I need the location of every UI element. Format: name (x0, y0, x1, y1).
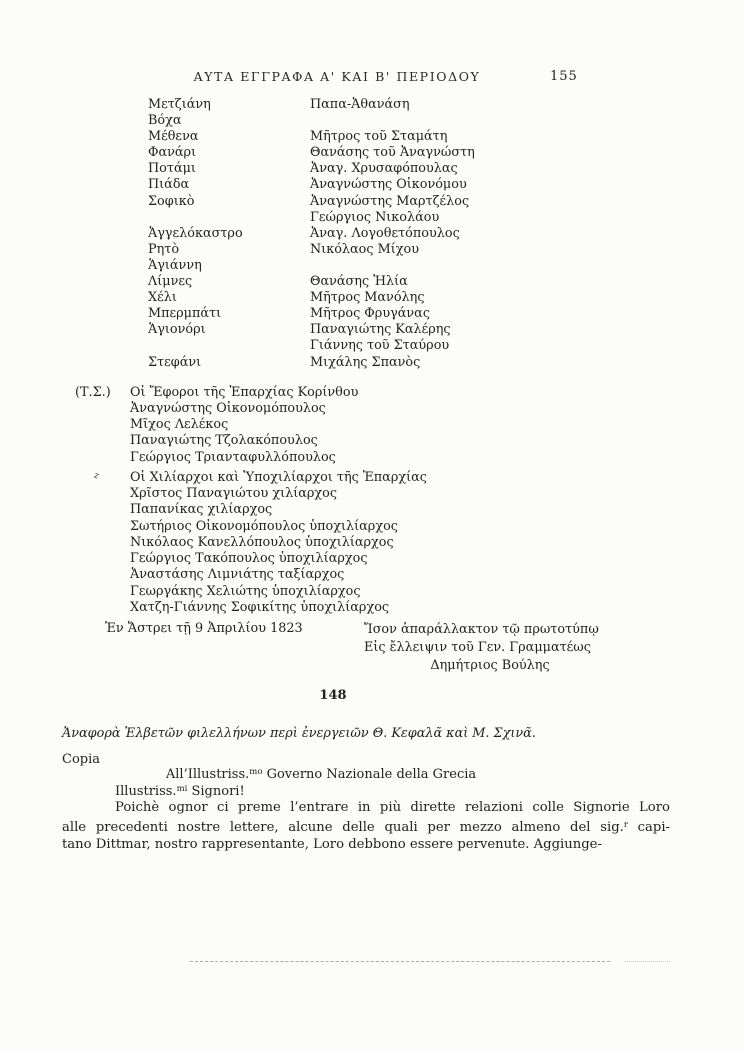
certification-line: Εἰς ἔλλειψιν τοῦ Γεν. Γραμματέως (364, 640, 591, 655)
roster-row (148, 338, 568, 354)
roster-row (148, 161, 568, 177)
chiliarch-name: Ἀναστάσης Λιμνιάτης ταξίαρχος (130, 567, 345, 583)
roster-row (148, 258, 568, 274)
place-name: Ἁγιονόρι (148, 322, 206, 338)
body-line2-post: capi- (627, 819, 670, 835)
roster-row (148, 97, 568, 113)
roster-row (148, 306, 568, 322)
person-name (310, 258, 568, 274)
person-name: Θανάσης τοῦ Ἀναγνώστη (310, 145, 475, 161)
roster-row (148, 290, 568, 306)
person-name: Ἀναγνώστης Οἰκονόμου (310, 177, 467, 193)
chiliarch-name: Χατζη-Γιάννης Σοφικίτης ὑποχιλίαρχος (130, 600, 390, 616)
roster-row (148, 274, 568, 290)
page-number: 155 (550, 69, 578, 84)
scan-artifact-line (190, 961, 610, 962)
body-line2-superscript: r (623, 819, 628, 830)
address-post: Governo Nazionale della Grecia (262, 767, 477, 782)
person-name: Γεώργιος Νικολάου (310, 209, 440, 225)
ephor-name: Γεώργιος Τριανταφυλλόπουλος (130, 449, 336, 465)
place-name: Πιάδα (148, 177, 190, 193)
person-name: Μῆτρος Μανόλης (310, 290, 425, 306)
roster-row (148, 194, 568, 210)
roster-row (148, 113, 568, 129)
greeting-line (115, 784, 245, 799)
certification-line: Ἴσον ἀπαράλλακτον τῷ πρωτοτύπῳ (364, 622, 599, 637)
body-line (62, 817, 670, 837)
place-name: Φανάρι (148, 145, 197, 161)
ephors-heading: Οἱ Ἔφοροι τῆς Ἐπαρχίας Κορίνθου (130, 385, 359, 400)
roster-row (148, 355, 568, 371)
place-name (148, 338, 310, 354)
person-name: Μῆτρος τοῦ Σταμάτη (310, 129, 448, 145)
chiliarch-name: Χρῖστος Παναγιώτου χιλίαρχος (130, 486, 338, 501)
person-name: Μιχάλης Σπανὸς (310, 354, 421, 370)
person-name: Παπα-Ἀθανάση (310, 97, 410, 112)
chiliarch-name: Νικόλαος Κανελλόπουλος ὑποχιλίαρχος (130, 534, 394, 550)
document-summary: Ἀναφορὰ Ἑλβετῶν φιλελλήνων περὶ ἐνεργειῶν Θ. Κεφαλᾶ καὶ Μ. Σχινᾶ. (62, 726, 536, 741)
person-name: Θανάσης Ἠλία (310, 274, 408, 290)
place-name: Μετζιάνη (148, 97, 211, 112)
body-line: Poichè ognor ci preme l’entrare in più dirette relazioni colle Signorie Loro (115, 800, 670, 815)
person-name: Ἀναγ. Λογοθετόπουλος (310, 225, 460, 241)
place-name: Βόχα (148, 113, 182, 129)
person-name: Παναγιώτης Καλέρης (310, 322, 451, 338)
place-name (148, 210, 310, 226)
person-name: Νικόλαος Μίχου (310, 241, 419, 257)
copia-label: Copia (62, 752, 101, 767)
chiliarch-name: Παπανίκας χιλίαρχος (130, 502, 273, 518)
body-line2-pre: alle precedenti nostre lettere, alcune delle quali per mezzo almeno del sig. (62, 819, 624, 835)
ephors-name-list (130, 401, 336, 466)
ephor-name: Παναγιώτης Τζολακόπουλος (130, 433, 318, 449)
place-name: Λίμνες (148, 274, 193, 290)
person-name: Μῆτρος Φρυγάνας (310, 306, 430, 322)
place-name: Ἀγγελόκαστρο (148, 225, 243, 241)
place-name: Σοφικὸ (148, 193, 195, 209)
signatories-roster (148, 97, 568, 371)
certifier-name: Δημήτριος Βούλης (430, 658, 550, 673)
chiliarch-name: Γεωργάκης Χελιώτης ὑποχιλίαρχος (130, 583, 361, 599)
place-name: Ρητὸ (148, 241, 180, 257)
roster-row (148, 322, 568, 338)
ephor-name: Ἀναγνώστης Οἰκονομόπουλος (130, 401, 326, 416)
address-line (0, 767, 642, 782)
seal-abbreviation: (Τ.Σ.) (75, 385, 111, 400)
running-header-title: ΑΥΤΑ ΕΓΓΡΑΦΑ Α' ΚΑΙ Β' ΠΕΡΙΟΔΟΥ (193, 69, 481, 84)
place-name: Μπερμπάτι (148, 306, 222, 322)
place-name: Χέλι (148, 290, 177, 306)
ephor-name: Μῖχος Λελέκος (130, 417, 229, 433)
scan-artifact-dots (625, 961, 670, 962)
dateline-place-date: Ἐν Ἄστρει τῇ 9 Ἀπριλίου 1823 (105, 621, 303, 636)
chiliarch-name: Σωτήριος Οἰκονομόπουλος ὑποχιλίαρχος (130, 518, 398, 534)
person-name: Ἀναγνώστης Μαρτζέλος (310, 193, 470, 209)
chiliarchs-name-list (130, 486, 398, 616)
place-name: Στεφάνι (148, 354, 202, 370)
chiliarch-name: Γεώργιος Τακόπουλος ὑποχιλίαρχος (130, 551, 368, 567)
roster-row (148, 145, 568, 161)
place-name: Μέθενα (148, 129, 199, 145)
person-name (310, 113, 568, 129)
body-line: tano Dittmar, nostro rappresentante, Loro debbono essere pervenute. Aggiunge- (62, 836, 602, 852)
chiliarchs-heading: Οἱ Χιλίαρχοι καὶ Ὑποχιλίαρχοι τῆς Ἐπαρχίας (130, 470, 427, 485)
document-number: 148 (319, 688, 347, 703)
greeting-post: Signori! (187, 784, 245, 799)
letter-body (62, 800, 670, 853)
roster-row (148, 226, 568, 242)
roster-row (148, 129, 568, 145)
roster-row (148, 210, 568, 226)
address-superscript: mo (249, 767, 263, 777)
person-name: Ἀναγ. Χρυσαφόπουλας (310, 161, 458, 177)
certification-block (364, 621, 616, 675)
roster-row (148, 177, 568, 193)
greeting-pre: Illustriss. (115, 784, 177, 799)
place-name: Ποτάμι (148, 161, 196, 177)
greeting-superscript: mi (176, 784, 188, 794)
stray-ink-mark: z (93, 470, 100, 482)
roster-row (148, 242, 568, 258)
person-name: Γιάννης τοῦ Σταύρου (310, 338, 450, 354)
address-pre: All’Illustriss. (165, 767, 250, 782)
place-name: Ἁγιάννη (148, 257, 202, 273)
